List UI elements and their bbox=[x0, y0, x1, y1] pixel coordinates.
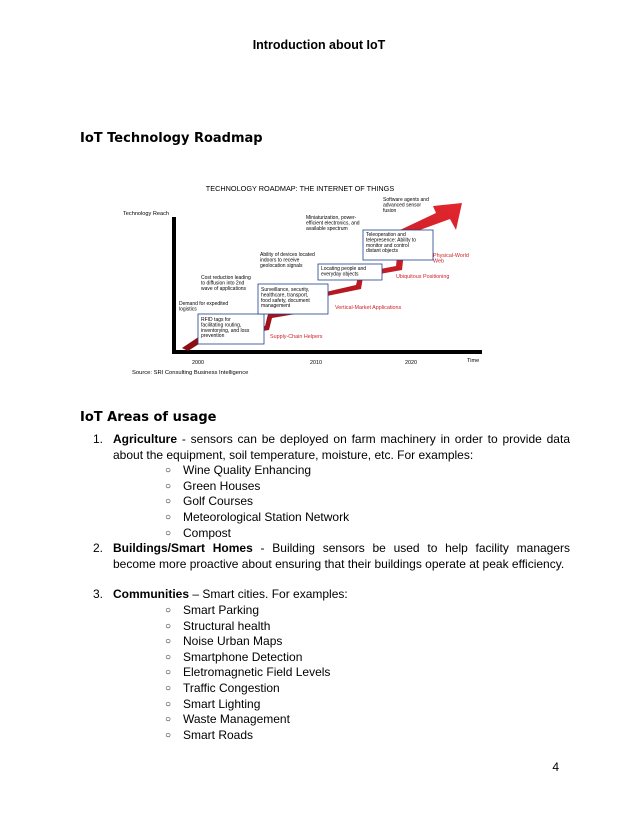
year-2000: 2000 bbox=[192, 360, 204, 366]
area-title: Communities bbox=[113, 587, 190, 602]
top-note: Software agents and advanced sensor fusion bbox=[383, 197, 429, 214]
example-item: ○ Smartphone Detection bbox=[165, 649, 303, 664]
circle-bullet-icon: ○ bbox=[165, 714, 172, 726]
circle-bullet-icon: ○ bbox=[165, 511, 172, 523]
circle-bullet-icon: ○ bbox=[165, 465, 172, 477]
circle-bullet-icon: ○ bbox=[165, 496, 172, 508]
example-item: ○ Waste Management bbox=[165, 712, 290, 727]
circle-bullet-icon: ○ bbox=[165, 636, 172, 648]
example-list bbox=[113, 603, 570, 743]
circle-bullet-icon: ○ bbox=[165, 698, 172, 710]
area-item bbox=[80, 432, 570, 541]
roadmap-heading: IoT Technology Roadmap bbox=[80, 131, 263, 146]
year-2020: 2020 bbox=[405, 360, 417, 366]
example-item: ○ Smart Roads bbox=[165, 727, 254, 742]
phase-desc-0: RFID tags for facilitating routing, inventorying, and loss prevention bbox=[201, 317, 250, 340]
example-item: ○ Structural health bbox=[165, 618, 271, 633]
circle-bullet-icon: ○ bbox=[165, 527, 172, 539]
roadmap-diagram bbox=[100, 180, 500, 380]
phase-desc-1: Surveillance, security, healthcare, transport, food safety, document management bbox=[261, 287, 310, 310]
area-description: Agriculture - sensors can be deployed on farm machinery in order to provide data about the equipment, soil temperature, moisture, etc. For examples: bbox=[113, 432, 570, 462]
circle-bullet-icon: ○ bbox=[165, 620, 172, 632]
phase-lead-0: Demand for expedited logistics bbox=[179, 301, 229, 313]
phase-desc-3: Teleoperation and telepresence: Ability to monitor and control distant objects bbox=[366, 232, 417, 255]
roadmap-figure bbox=[100, 180, 500, 380]
area-item bbox=[80, 587, 570, 743]
area-description: Communities – Smart cities. For examples: bbox=[113, 587, 348, 602]
phase-label-1: Vertical-Market Applications bbox=[335, 305, 402, 311]
figure-source: Source: SRI Consulting Business Intelligence bbox=[132, 370, 249, 376]
example-item: ○ Golf Courses bbox=[165, 494, 254, 509]
year-2010: 2010 bbox=[310, 360, 322, 366]
example-list bbox=[113, 463, 570, 541]
page-title: Introduction about IoT bbox=[252, 38, 386, 52]
example-item: ○ Smart Lighting bbox=[165, 696, 261, 711]
circle-bullet-icon: ○ bbox=[165, 604, 172, 616]
phase-label-0: Supply-Chain Helpers bbox=[270, 334, 323, 340]
usage-heading: IoT Areas of usage bbox=[80, 410, 217, 425]
circle-bullet-icon: ○ bbox=[165, 729, 172, 741]
phase-label-3: Physical-World Web bbox=[433, 253, 469, 265]
areas-list bbox=[80, 432, 570, 743]
example-item: ○ Smart Parking bbox=[165, 602, 260, 617]
circle-bullet-icon: ○ bbox=[165, 667, 172, 679]
phase-lead-2: Ability of devices located indoors to receive geolocation signals bbox=[260, 252, 315, 269]
page-number: 4 bbox=[552, 760, 559, 774]
area-number: 2. bbox=[93, 541, 104, 556]
area-number: 1. bbox=[93, 432, 104, 446]
example-item: ○ Meteorological Station Network bbox=[165, 509, 350, 524]
example-item: ○ Wine Quality Enhancing bbox=[165, 463, 312, 478]
example-item: ○ Compost bbox=[165, 525, 232, 540]
area-title: Agriculture bbox=[113, 432, 178, 446]
phase-lead-3: Miniaturization, power-efficient electronics, and available spectrum bbox=[306, 215, 360, 232]
circle-bullet-icon: ○ bbox=[165, 682, 172, 694]
example-item: ○ Noise Urban Maps bbox=[165, 634, 283, 649]
figure-title: TECHNOLOGY ROADMAP: THE INTERNET OF THINGS bbox=[205, 184, 395, 193]
y-axis bbox=[172, 217, 176, 354]
area-number: 3. bbox=[93, 587, 104, 602]
x-axis bbox=[172, 350, 482, 354]
phase-desc-2: Locating people and everyday objects bbox=[321, 266, 367, 278]
example-item: ○ Green Houses bbox=[165, 478, 261, 493]
area-item bbox=[80, 541, 570, 572]
area-description: Buildings/Smart Homes - Building sensors be used to help facility managers become more proactive about ensuring that their buildings operate at peak efficiency. bbox=[113, 541, 571, 571]
phase-label-2: Ubiquitous Positioning bbox=[396, 274, 450, 280]
x-axis-label: Time bbox=[467, 358, 480, 364]
area-title: Buildings/Smart Homes bbox=[113, 541, 253, 556]
circle-bullet-icon: ○ bbox=[165, 651, 172, 663]
example-item: ○ Eletromagnetic Field Levels bbox=[165, 665, 331, 680]
circle-bullet-icon: ○ bbox=[165, 480, 172, 492]
y-axis-label: Technology Reach bbox=[123, 211, 170, 217]
example-item: ○ Traffic Congestion bbox=[165, 680, 280, 695]
phase-lead-1: Cost reduction leading to diffusion into 2nd wave of applications bbox=[201, 275, 251, 292]
